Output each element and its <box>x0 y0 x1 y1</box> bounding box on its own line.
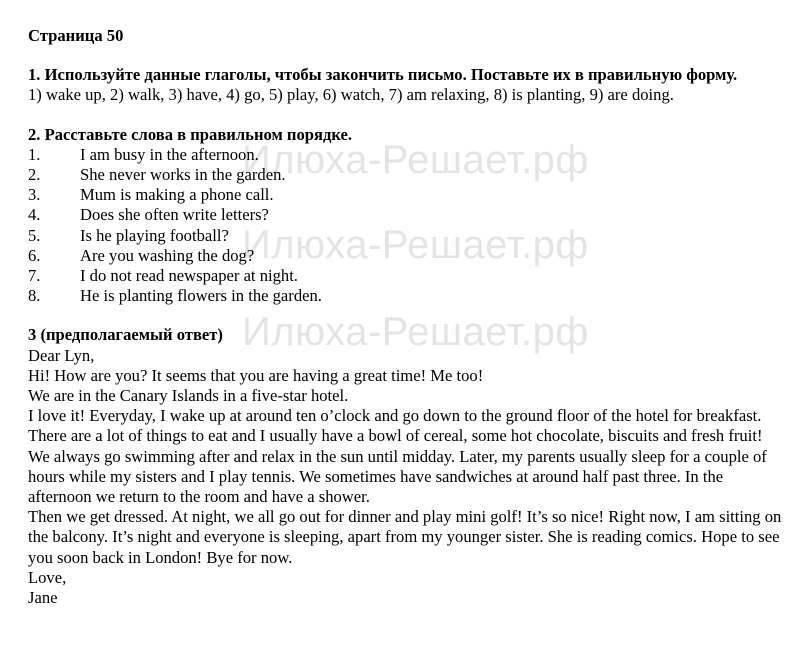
list-item <box>28 185 788 205</box>
item-text: She never works in the garden. <box>80 165 286 185</box>
watermark: Илюха-Решает.рф <box>242 223 589 267</box>
task2-heading: 2. Расставьте слова в правильном порядке. <box>28 124 353 144</box>
item-number: 2. <box>28 165 41 185</box>
item-number: 5. <box>28 225 41 245</box>
item-number: 8. <box>28 286 41 306</box>
letter-paragraph: Hi! How are you? It seems that you are having a great time! Me too! <box>28 365 484 385</box>
task1-answer: 1) wake up, 2) walk, 3) have, 4) go, 5) play, 6) watch, 7) am relaxing, 8) is planting, 9) are doing. <box>28 85 674 105</box>
letter-signature: Jane <box>28 588 58 608</box>
task2-list <box>28 138 788 307</box>
page-title: Страница 50 <box>28 26 124 45</box>
item-number: 1. <box>28 144 41 164</box>
list-item <box>28 286 788 306</box>
item-number: 3. <box>28 185 41 205</box>
item-number: 6. <box>28 245 41 265</box>
watermark: Илюха-Решает.рф <box>242 310 589 354</box>
list-item <box>28 226 788 246</box>
task1-heading: 1. Используйте данные глаголы, чтобы закончить письмо. Поставьте их в правильную форму. <box>28 65 738 85</box>
letter-paragraph: We are in the Canary Islands in a five-star hotel. <box>28 386 349 406</box>
item-number: 7. <box>28 266 41 286</box>
watermark: Илюха-Решает.рф <box>242 138 589 182</box>
item-number: 4. <box>28 205 41 225</box>
item-text: Are you washing the dog? <box>80 245 255 265</box>
letter-closing: Love, <box>28 567 67 587</box>
list-item <box>28 266 788 286</box>
list-item <box>28 145 788 165</box>
list-item <box>28 246 788 266</box>
letter-paragraph: Then we get dressed. At night, we all go out for dinner and play mini golf! It’s so nice! Right now, I am sitting on the balcony. It’s night and everyone is sleeping, apart from my younger sister. She is reading comics. Hope to see you soon back in London! Bye for now. <box>28 507 782 567</box>
item-text: I do not read newspaper at night. <box>80 266 298 286</box>
item-text: I am busy in the afternoon. <box>80 144 259 164</box>
document-page <box>28 26 788 608</box>
list-item <box>28 165 788 185</box>
task3-heading: 3 (предполагаемый ответ) <box>28 325 223 345</box>
item-text: He is planting flowers in the garden. <box>80 286 322 306</box>
list-item <box>28 205 788 225</box>
item-text: Is he playing football? <box>80 225 229 245</box>
letter-greeting: Dear Lyn, <box>28 345 95 365</box>
item-text: Does she often write letters? <box>80 205 269 225</box>
letter-paragraph: I love it! Everyday, I wake up at around ten o’clock and go down to the ground floor of the hotel for breakfast. There are a lot of things to eat and I usually have a bowl of cereal, some hot chocolate, biscuits and fresh fruit! We always go swimming after and relax in the sun until midday. Later, my parents usually sleep for a couple of hours while my sisters and I play tennis. We sometimes have sandwiches at around half past three. In the afternoon we return to the room and have a shower. <box>28 406 767 507</box>
item-text: Mum is making a phone call. <box>80 185 274 205</box>
